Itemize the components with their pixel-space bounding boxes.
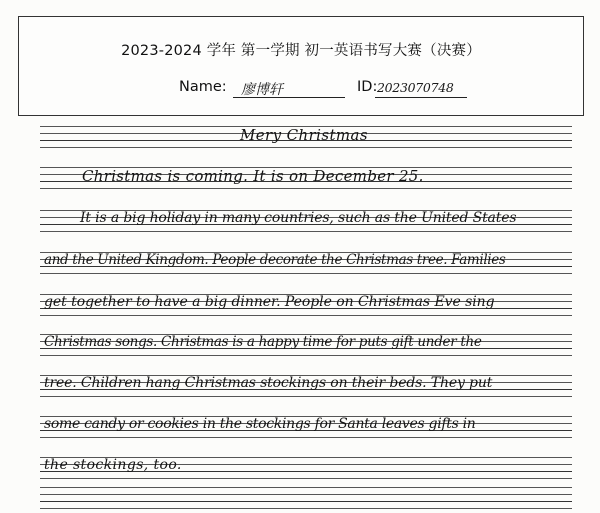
essay-line: the stockings, too. xyxy=(44,457,182,473)
essay-line: tree. Children hang Christmas stockings on their beds. They put xyxy=(44,375,493,391)
essay-line: It is a big holiday in many countries, such as the United States xyxy=(80,210,517,226)
essay-line: get together to have a big dinner. People on Christmas Eve sing xyxy=(44,294,495,310)
writing-area xyxy=(40,122,572,513)
id-underline xyxy=(375,97,467,98)
essay-title: Mery Christmas xyxy=(240,126,368,144)
name-label: Name: xyxy=(179,79,227,95)
ruled-staff xyxy=(40,487,572,509)
header-box xyxy=(18,16,584,116)
student-name: 廖博轩 xyxy=(241,82,283,98)
contest-title: 2023-2024 学年 第一学期 初一英语书写大赛（决赛） xyxy=(121,43,481,59)
essay-line: Christmas songs. Christmas is a happy time for puts gift under the xyxy=(44,334,482,350)
essay-line: some candy or cookies in the stockings for Santa leaves gifts in xyxy=(44,416,476,432)
essay-line: and the United Kingdom. People decorate the Christmas tree. Families xyxy=(44,252,506,268)
essay-line: Christmas is coming. It is on December 25. xyxy=(82,167,424,185)
student-id: 2023070748 xyxy=(377,80,454,95)
id-label: ID: xyxy=(357,79,378,95)
